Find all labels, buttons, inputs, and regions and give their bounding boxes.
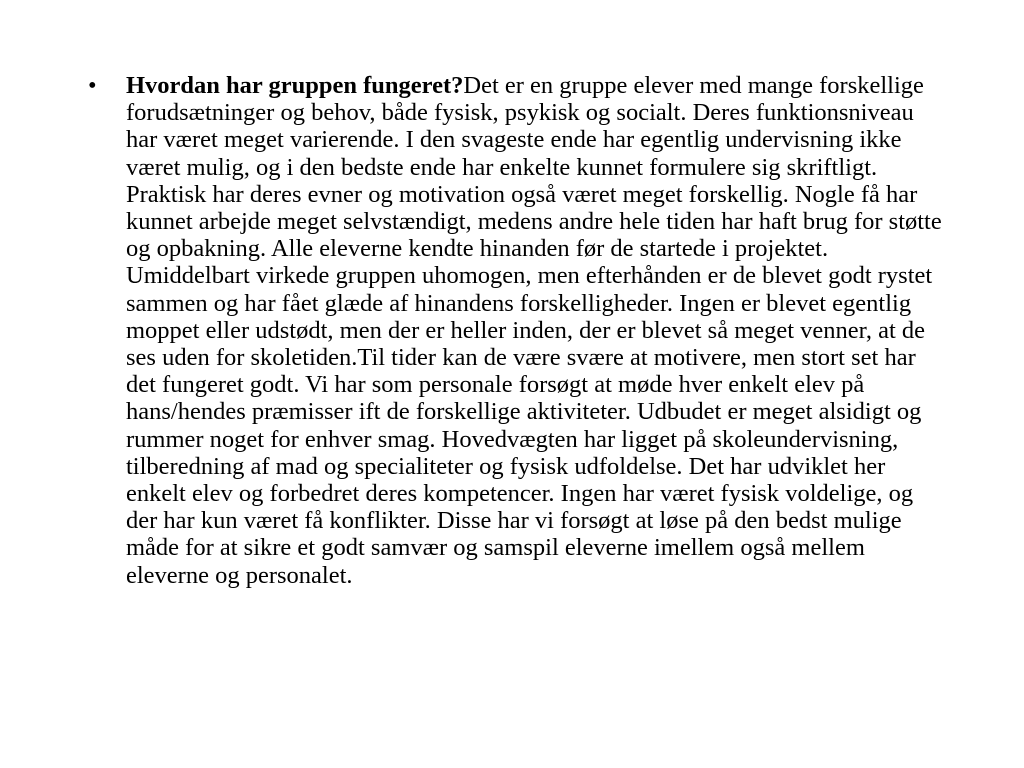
bullet-list [84, 72, 944, 589]
bullet-item [84, 72, 944, 589]
bullet-body-text: Det er en gruppe elever med mange forskellige forudsætninger og behov, både fysisk, psykisk og socialt. Deres funktionsniveau har været meget varierende. I den svageste ende har egentlig undervisning ikke været mulig, og i den bedste ende har enkelte kunnet formulere sig skriftligt. Praktisk har deres evner og motivation også været meget forskellig. Nogle få har kunnet arbejde meget selvstændigt, medens andre hele tiden har haft brug for støtte og opbakning. Alle eleverne kendte hinanden før de startede i projektet. Umiddelbart virkede gruppen uhomogen, men efterhånden er de blevet godt rystet sammen og har fået glæde af hinandens forskelligheder. Ingen er blevet egentlig moppet eller udstødt, men der er heller inden, der er blevet så meget venner, at de ses uden for skoletiden.Til tider kan de være svære at motivere, men stort set har det fungeret godt. Vi har som personale forsøgt at møde hver enkelt elev på hans/hendes præmisser ift de forskellige aktiviteter. Udbudet er meget alsidigt og rummer noget for enhver smag. Hovedvægten har ligget på skoleundervisning, tilberedning af mad og specialiteter og fysisk udfoldelse. Det har udviklet her enkelt elev og forbedret deres kompetencer. Ingen har været fysisk voldelige, og der har kun været få konflikter. Disse har vi forsøgt at løse på den bedst mulige måde for at sikre et godt samvær og samspil eleverne imellem også mellem eleverne og personalet. [126, 72, 942, 589]
bullet-marker: • [88, 72, 97, 99]
bullet-heading: Hvordan har gruppen fungeret? [126, 72, 464, 99]
